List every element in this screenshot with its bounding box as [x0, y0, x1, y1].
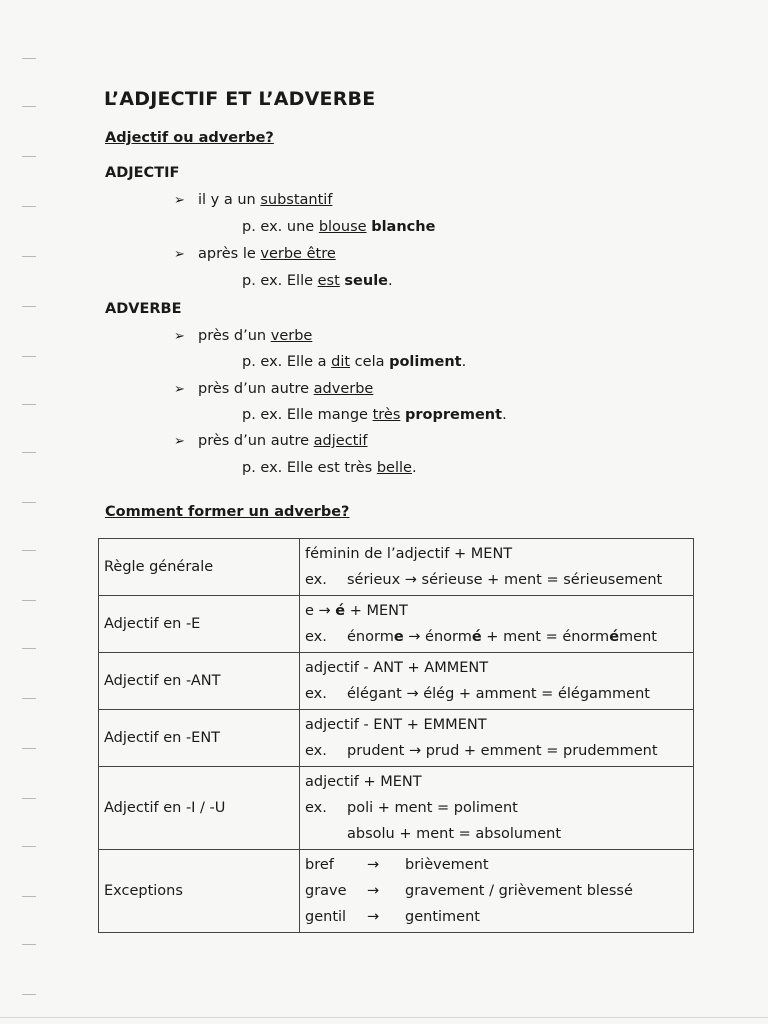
page-title: L’ADJECTIF ET L’ADVERBE: [104, 88, 376, 110]
adjectif-rule-2: ➢ après le verbe être: [174, 246, 336, 262]
adjectif-label: ADJECTIF: [105, 165, 180, 181]
table-row: [99, 539, 694, 596]
bullet-arrow-icon: ➢: [174, 382, 185, 397]
row-content: [300, 653, 694, 710]
margin-mark: [22, 748, 36, 749]
margin-mark: [22, 256, 36, 257]
margin-mark: [22, 648, 36, 649]
bullet-arrow-icon: ➢: [174, 434, 185, 449]
table-row: [99, 596, 694, 653]
margin-mark: [22, 156, 36, 157]
example-text: ex. élégant → élég + amment = élégamment: [305, 686, 650, 702]
row-label: Règle générale: [99, 539, 300, 596]
margin-mark: [22, 600, 36, 601]
exception-item: gentil → gentiment: [305, 904, 688, 930]
adjectif-rule-1: ➢ il y a un substantif: [174, 192, 333, 208]
rule-text: adjectif - ANT + AMMENT: [305, 660, 489, 676]
adjectif-example-2: p. ex. Elle est seule.: [242, 273, 393, 289]
bullet-arrow-icon: ➢: [174, 247, 185, 262]
row-content: [300, 596, 694, 653]
table-row: [99, 850, 694, 933]
row-label: Adjectif en -I / -U: [99, 767, 300, 850]
table-row: [99, 767, 694, 850]
arrow-right-icon: →: [367, 883, 380, 899]
row-content: [300, 539, 694, 596]
margin-mark: [22, 206, 36, 207]
margin-mark: [22, 452, 36, 453]
margin-mark: [22, 106, 36, 107]
rule-text: féminin de l’adjectif + MENT: [305, 546, 513, 562]
row-label: Exceptions: [99, 850, 300, 933]
table-row: [99, 710, 694, 767]
example-text: ex. énorme → énormé + ment = énormément: [305, 629, 657, 645]
example-text: ex. prudent → prud + emment = prudemment: [305, 743, 658, 759]
arrow-right-icon: →: [367, 909, 380, 925]
rule-text: e → é + MENT: [305, 603, 408, 619]
adverbe-example-3: p. ex. Elle est très belle.: [242, 460, 417, 476]
section-heading-adjectif-ou-adverbe: Adjectif ou adverbe?: [105, 130, 274, 146]
section-heading-comment-former: Comment former un adverbe?: [105, 504, 350, 520]
margin-mark: [22, 798, 36, 799]
margin-mark: [22, 846, 36, 847]
margin-mark: [22, 356, 36, 357]
margin-mark: [22, 698, 36, 699]
margin-mark: [22, 550, 36, 551]
row-label: Adjectif en -ANT: [99, 653, 300, 710]
rule-text: adjectif - ENT + EMMENT: [305, 717, 487, 733]
margin-mark: [22, 896, 36, 897]
adverbe-rule-3: ➢ près d’un autre adjectif: [174, 433, 368, 449]
table-row: [99, 653, 694, 710]
adverbe-example-1: p. ex. Elle a dit cela poliment.: [242, 354, 467, 370]
adverb-formation-table: [98, 538, 694, 933]
adverbe-rule-2: ➢ près d’un autre adverbe: [174, 381, 374, 397]
margin-mark: [22, 306, 36, 307]
exception-item: grave → gravement / grièvement blessé: [305, 878, 688, 904]
bullet-arrow-icon: ➢: [174, 329, 185, 344]
example-text: ex. sérieux → sérieuse + ment = sérieusement: [305, 572, 663, 588]
rule-text: adjectif + MENT: [305, 774, 422, 790]
binder-margin-marks: [22, 0, 42, 1024]
arrow-right-icon: →: [367, 857, 380, 873]
margin-mark: [22, 58, 36, 59]
row-label: Adjectif en -ENT: [99, 710, 300, 767]
page-bottom-edge: [0, 1017, 768, 1018]
adverbe-label: ADVERBE: [105, 301, 182, 317]
row-content: [300, 767, 694, 850]
margin-mark: [22, 994, 36, 995]
adjectif-example-1: p. ex. une blouse blanche: [242, 219, 436, 235]
row-content: [300, 710, 694, 767]
bullet-arrow-icon: ➢: [174, 193, 185, 208]
example-text: ex. poli + ment = poliment: [305, 800, 518, 816]
exception-item: bref → brièvement: [305, 852, 688, 878]
adverbe-rule-1: ➢ près d’un verbe: [174, 328, 313, 344]
row-label: Adjectif en -E: [99, 596, 300, 653]
margin-mark: [22, 944, 36, 945]
margin-mark: [22, 404, 36, 405]
example-text: absolu + ment = absolument: [347, 826, 562, 842]
row-content: [300, 850, 694, 933]
adverbe-example-2: p. ex. Elle mange très proprement.: [242, 407, 507, 423]
margin-mark: [22, 502, 36, 503]
